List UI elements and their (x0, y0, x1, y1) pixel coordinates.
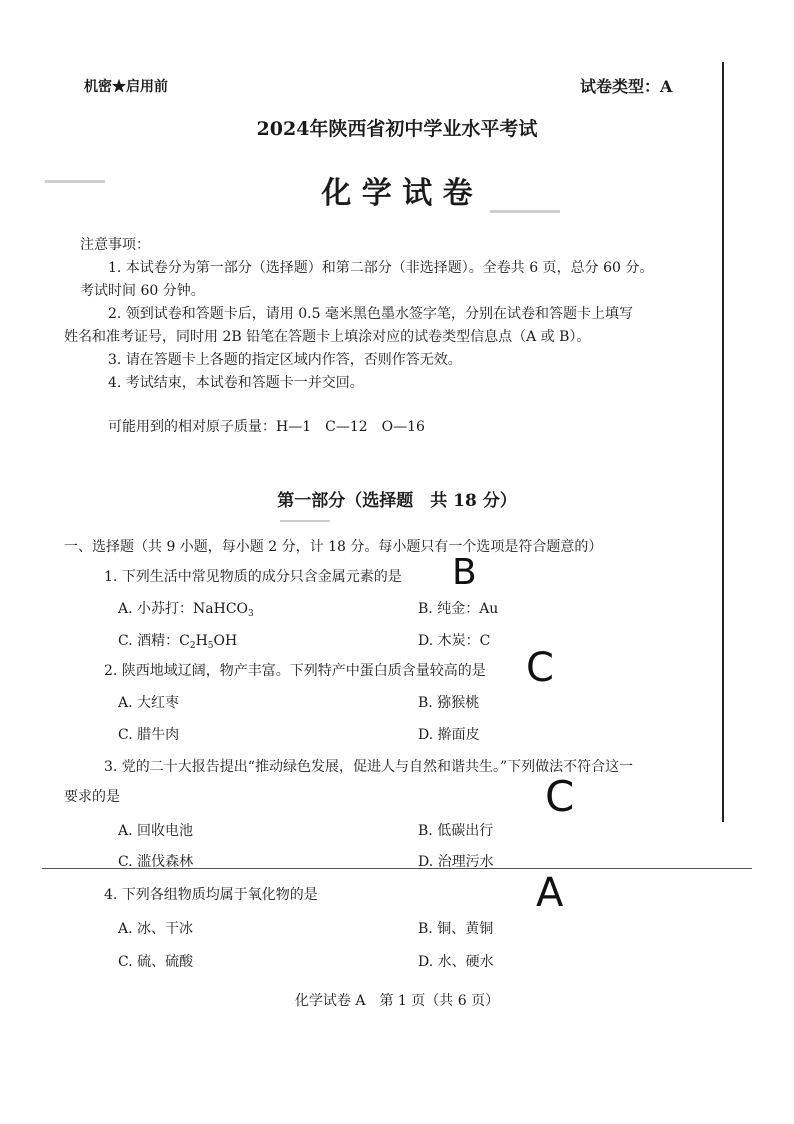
question-4-option-a: A. 冰、干冰 (118, 921, 194, 937)
question-2-option-d: D. 擀面皮 (418, 727, 480, 743)
question-2-option-a: A. 大红枣 (118, 695, 180, 711)
question-4-option-c: C. 硫、硫酸 (118, 954, 194, 970)
formula-part: H (195, 633, 208, 649)
question-1-option-a (118, 598, 254, 618)
notes-item-4: 4. 考试结束，本试卷和答题卡一并交回。 (108, 375, 364, 391)
question-3-option-a: A. 回收电池 (118, 823, 194, 839)
notes-heading: 注意事项： (80, 237, 150, 253)
question-3-option-c: C. 滥伐森林 (118, 854, 194, 870)
handwritten-answer-4: A (536, 870, 564, 916)
formula-part: C (179, 633, 190, 649)
question-3-stem-cont: 要求的是 (64, 789, 120, 805)
question-3-option-d: D. 治理污水 (418, 854, 494, 870)
part1-instruction: 一、选择题（共 9 小题，每小题 2 分，计 18 分。每小题只有一个选项是符合题意的） (64, 539, 603, 555)
formula-subscript: 5 (207, 641, 214, 651)
question-4-stem: 4. 下列各组物质均属于氧化物的是 (104, 887, 318, 903)
question-1-stem: 1. 下列生活中常见物质的成分只含金属元素的是 (104, 569, 402, 585)
handwritten-answer-3: C (545, 772, 575, 821)
notes-item-2: 2. 领到试卷和答题卡后，请用 0.5 毫米黑色墨水签字笔，分别在试卷和答题卡上填写 (108, 306, 633, 322)
page-footer: 化学试卷 A 第 1 页（共 6 页） (294, 993, 500, 1009)
formula-part: OH (213, 633, 238, 649)
exam-title: 2024年陕西省初中学业水平考试 (256, 118, 538, 140)
subject-title: 化 学 试 卷 (321, 176, 473, 211)
confidential-label: 机密★启用前 (84, 79, 168, 95)
formula-part: NaHCO (193, 601, 249, 617)
notes-item-3: 3. 请在答题卡上各题的指定区域内作答，否则作答无效。 (108, 352, 462, 368)
option-a-label: A. 小苏打： (118, 601, 194, 617)
question-2-stem: 2. 陕西地域辽阔，物产丰富。下列特产中蛋白质含量较高的是 (104, 663, 486, 679)
question-2-option-c: C. 腊牛肉 (118, 727, 180, 743)
handwritten-answer-1: B (452, 552, 477, 593)
option-c-label: C. 酒精： (118, 633, 180, 649)
paper-type-label: 试卷类型：A (580, 77, 673, 96)
formula-subscript: 2 (189, 641, 196, 651)
question-1-option-d: D. 木炭：C (418, 633, 491, 649)
atomic-mass-note: 可能用到的相对原子质量：H—1 C—12 O—16 (108, 419, 425, 435)
formula-subscript: 3 (248, 609, 254, 619)
bleed-through-mark (280, 520, 330, 522)
question-1-option-b: B. 纯金：Au (418, 601, 499, 617)
notes-item-1-cont: 考试时间 60 分钟。 (80, 283, 205, 299)
part1-heading: 第一部分（选择题 共 18 分） (277, 491, 517, 511)
question-4-option-b: B. 铜、黄铜 (418, 921, 494, 937)
question-2-option-b: B. 猕猴桃 (418, 695, 480, 711)
question-3-stem: 3. 党的二十大报告提出“推动绿色发展，促进人与自然和谐共生。”下列做法不符合这一 (104, 759, 634, 775)
notes-item-1: 1. 本试卷分为第一部分（选择题）和第二部分（非选择题）。全卷共 6 页，总分 60 分。 (108, 260, 654, 276)
question-4-option-d: D. 水、硬水 (418, 954, 494, 970)
question-3-option-b: B. 低碳出行 (418, 823, 494, 839)
handwritten-answer-2: C (526, 645, 554, 691)
notes-item-2-cont: 姓名和准考证号，同时用 2B 铅笔在答题卡上填涂对应的试卷类型信息点（A 或 B）。 (64, 329, 591, 345)
question-1-option-c (118, 630, 237, 650)
